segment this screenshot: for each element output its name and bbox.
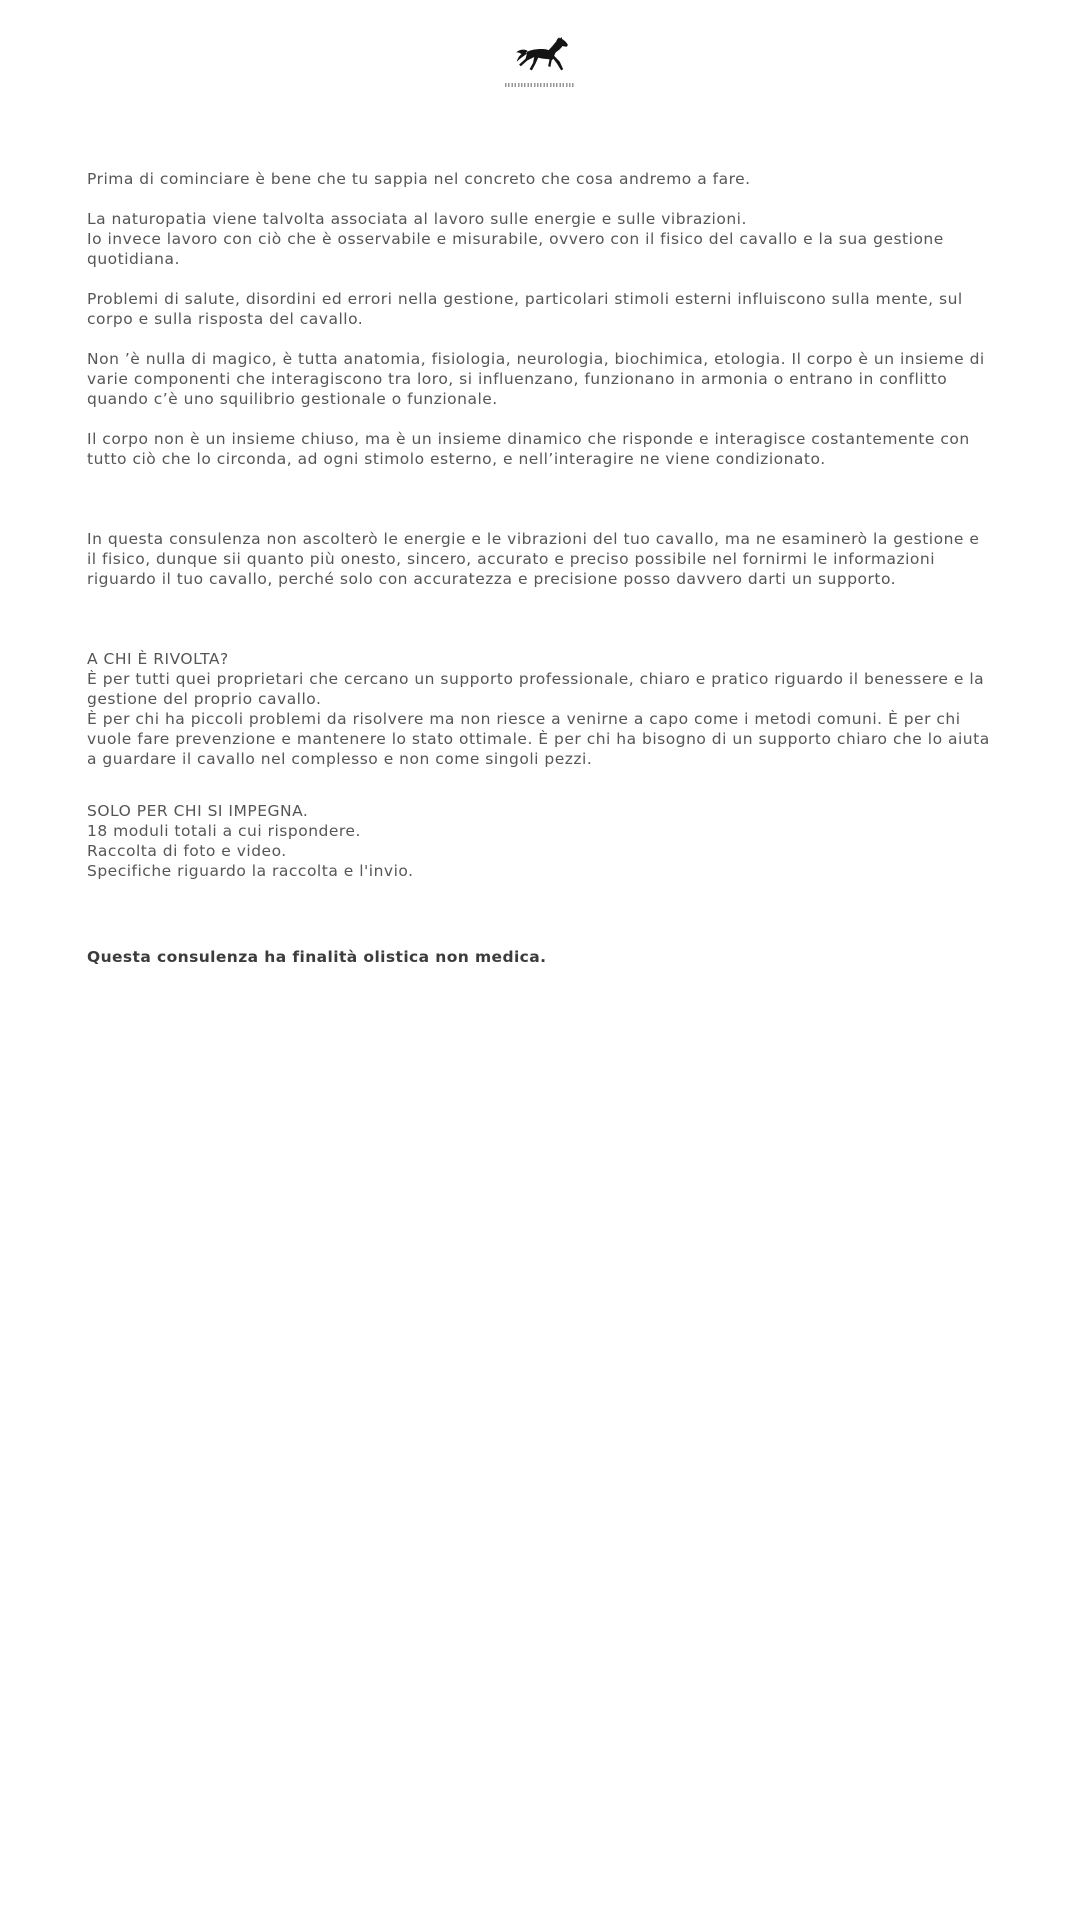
impegno-line1: 18 moduli totali a cui rispondere. — [87, 822, 361, 840]
paragraph-consulenza: In questa consulenza non ascolterò le energie e le vibrazioni del tuo cavallo, ma ne esaminerò la gestione e il fisico, dunque sii quanto più onesto, sincero, accurato e preciso possibile nel fornirmi le informazioni riguardo il tuo cavallo, perché solo con accuratezza e precisione posso davvero darti un supporto. — [87, 530, 980, 588]
horse-logo-icon — [511, 36, 569, 74]
impegno-line2: Raccolta di foto e video. — [87, 842, 287, 860]
a-chi-e-rivolta-line2: È per chi ha piccoli problemi da risolvere ma non riesce a venirne a capo come i metodi comuni. È per chi vuole fare prevenzione e mantenere lo stato ottimale. È per chi ha bisogno di un supporto chiaro che lo aiuta a guardare il cavallo nel complesso e non come singoli pezzi. — [87, 710, 990, 768]
logo-caption — [505, 83, 575, 87]
a-chi-e-rivolta-line1: È per tutti quei proprietari che cercano un supporto professionale, chiaro e pratico riguardo il benessere e la gestione del proprio cavallo. — [87, 670, 985, 708]
impegno-line3: Specifiche riguardo la raccolta e l'invio. — [87, 862, 414, 880]
paragraph-naturopatia — [87, 209, 993, 269]
document-body — [87, 87, 993, 967]
impegno-heading: SOLO PER CHI SI IMPEGNA. — [87, 802, 309, 820]
paragraph-problemi: Problemi di salute, disordini ed errori nella gestione, particolari stimoli esterni influiscono sulla mente, sul corpo e sulla risposta del cavallo. — [87, 290, 963, 328]
paragraph-naturopatia-line1: La naturopatia viene talvolta associata al lavoro sulle energie e sulle vibrazioni. — [87, 210, 747, 228]
paragraph-naturopatia-line2: Io invece lavoro con ciò che è osservabile e misurabile, ovvero con il fisico del cavallo e la sua gestione quotidiana. — [87, 230, 944, 268]
logo — [0, 0, 1080, 87]
paragraph-nulla-di-magico: Non ’è nulla di magico, è tutta anatomia, fisiologia, neurologia, biochimica, etologia. Il corpo è un insieme di varie componenti che interagiscono tra loro, si influenzano, funzionano in armonia o entrano in conflitto quando c’è uno squilibrio gestionale o funzionale. — [87, 350, 985, 408]
paragraph-corpo-dinamico: Il corpo non è un insieme chiuso, ma è un insieme dinamico che risponde e interagisce costantemente con tutto ciò che lo circonda, ad ogni stimolo esterno, e nell’interagire ne viene condizionato. — [87, 430, 970, 468]
section-a-chi-e-rivolta — [87, 649, 993, 769]
a-chi-e-rivolta-heading: A CHI È RIVOLTA? — [87, 650, 229, 668]
paragraph-nota-finale: Questa consulenza ha finalità olistica non medica. — [87, 948, 547, 966]
section-impegno — [87, 801, 993, 881]
paragraph-intro: Prima di cominciare è bene che tu sappia nel concreto che cosa andremo a fare. — [87, 170, 751, 188]
